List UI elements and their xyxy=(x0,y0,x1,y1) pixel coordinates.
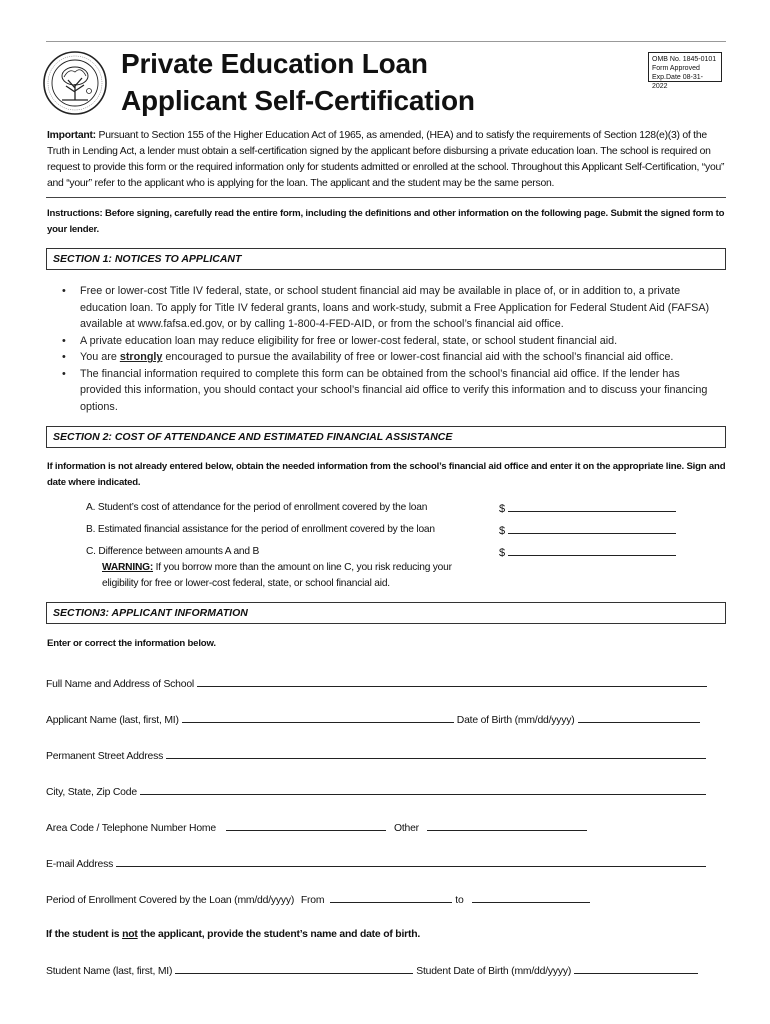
city-row: City, State, Zip Code xyxy=(46,783,709,801)
bullet-icon: • xyxy=(62,285,66,297)
instructions: Instructions: Before signing, carefully read the entire form, including the definitions and other information on the following page. Submit the signed form to your lender. xyxy=(47,208,725,235)
currency-symbol: $ xyxy=(499,547,506,559)
important-paragraph xyxy=(47,128,727,192)
warning-line: WARNING: If you borrow more than the amount on line C, you risk reducing your xyxy=(102,562,452,573)
omb-box xyxy=(648,52,722,90)
student-row: Student Name (last, first, MI) Student Date of Birth (mm/dd/yyyy) xyxy=(46,962,701,980)
period-to-input[interactable] xyxy=(472,891,590,903)
phone-home-input[interactable] xyxy=(226,819,386,831)
emphasis-not: not xyxy=(122,929,138,940)
school-input[interactable] xyxy=(197,675,707,687)
list-item: • You are strongly encouraged to pursue the availability of free or lower-cost financial aid with the school’s financial aid office. xyxy=(62,349,722,366)
title-line-2: Applicant Self-Certification xyxy=(121,85,475,116)
section-2-heading: SECTION 2: COST OF ATTENDANCE AND ESTIMATED FINANCIAL ASSISTANCE xyxy=(46,426,726,448)
line-b-amount[interactable] xyxy=(499,522,676,539)
section-1-heading: SECTION 1: NOTICES TO APPLICANT xyxy=(46,248,726,270)
top-rule xyxy=(46,41,726,42)
dob-input[interactable] xyxy=(578,711,700,723)
line-c-label: C. Difference between amounts A and B WARNING: If you borrow more than the amount on line C, you risk reducing your eligibility for free or lower-cost federal, state, or school financial aid. xyxy=(86,546,452,589)
important-label: Important: xyxy=(47,130,96,141)
amount-field[interactable] xyxy=(508,544,676,556)
omb-number: OMB No. 1845-0101 xyxy=(652,56,717,63)
list-item: • The financial information required to complete this form can be obtained from the school’s financial aid office. If the lender has provided this information, you should contact your school’s financial aid office to verify this information and to discuss your financing options. xyxy=(62,367,708,413)
department-seal-icon xyxy=(42,50,108,116)
applicant-name-input[interactable] xyxy=(182,711,454,723)
currency-symbol: $ xyxy=(499,503,506,515)
bullet-icon: • xyxy=(62,334,66,347)
student-dob-input[interactable] xyxy=(574,962,698,974)
student-note: If the student is not the applicant, provide the student’s name and date of birth. xyxy=(46,929,421,940)
line-c-amount[interactable] xyxy=(499,544,676,561)
form-approved: Form Approved xyxy=(652,65,700,72)
student-name-input[interactable] xyxy=(175,962,413,974)
expiration-date: Exp.Date 08-31-2022 xyxy=(652,74,703,90)
street-input[interactable] xyxy=(166,747,706,759)
section-2-intro: If information is not already entered below, obtain the needed information from the school’s financial aid office and enter it on the appropriate line. Sign and date where indicated. xyxy=(47,461,726,488)
currency-symbol: $ xyxy=(499,525,506,537)
street-row: Permanent Street Address xyxy=(46,747,709,765)
phone-other-input[interactable] xyxy=(427,819,587,831)
section-3-intro: Enter or correct the information below. xyxy=(47,638,216,649)
warning-label: WARNING: xyxy=(102,562,154,573)
amount-field[interactable] xyxy=(508,522,676,534)
city-input[interactable] xyxy=(140,783,706,795)
bullet-icon: • xyxy=(62,367,66,380)
email-input[interactable] xyxy=(116,855,706,867)
title-line-1: Private Education Loan xyxy=(121,48,428,79)
section-3-heading: SECTION3: APPLICANT INFORMATION xyxy=(46,602,726,624)
applicant-name-row: Applicant Name (last, first, MI) Date of Birth (mm/dd/yyyy) xyxy=(46,711,703,729)
phone-row: Area Code / Telephone Number Home Other xyxy=(46,819,590,837)
period-from-input[interactable] xyxy=(330,891,452,903)
emphasis-strongly: strongly xyxy=(119,351,163,363)
notices-list xyxy=(62,283,722,415)
list-item: • A private education loan may reduce eligibility for free or lower-cost federal, state, or school student financial aid. xyxy=(62,333,722,350)
list-item: • Free or lower-cost Title IV federal, state, or school student financial aid may be available in place of, or in addition to, a private education loan. To apply for Title IV federal grants, loans and work-study, submit a Free Application for Federal Student Aid (FAFSA) available at www.fafsa.ed.gov, or by calling 1-800-4-FED-AID, or from the school’s financial aid office. xyxy=(62,285,710,330)
important-text: Pursuant to Section 155 of the Higher Education Act of 1965, as amended, (HEA) and to satisfy the requirements of Section 128(e)(3) of the Truth in Lending Act, a lender must obtain a self-certification signed by the applicant before disbursing a private education loan. The school is required on request to provide this form or the required information only for students admitted or enrolled at the school. Throughout this Applicant Self-Certification, “you” and “your” refer to the applicant who is applying for the loan. The applicant and the student may be the same person. xyxy=(47,130,725,189)
line-b-label: B. Estimated financial assistance for the period of enrollment covered by the loan xyxy=(86,524,435,535)
divider xyxy=(46,197,726,198)
school-field-row: Full Name and Address of School xyxy=(46,675,710,693)
period-row: Period of Enrollment Covered by the Loan (mm/dd/yyyy) From to xyxy=(46,891,593,909)
line-a-amount[interactable] xyxy=(499,500,676,517)
line-a-label: A. Student’s cost of attendance for the period of enrollment covered by the loan xyxy=(86,502,428,513)
amount-field[interactable] xyxy=(508,500,676,512)
bullet-icon: • xyxy=(62,351,66,363)
email-row: E-mail Address xyxy=(46,855,709,873)
form-title xyxy=(121,45,475,119)
